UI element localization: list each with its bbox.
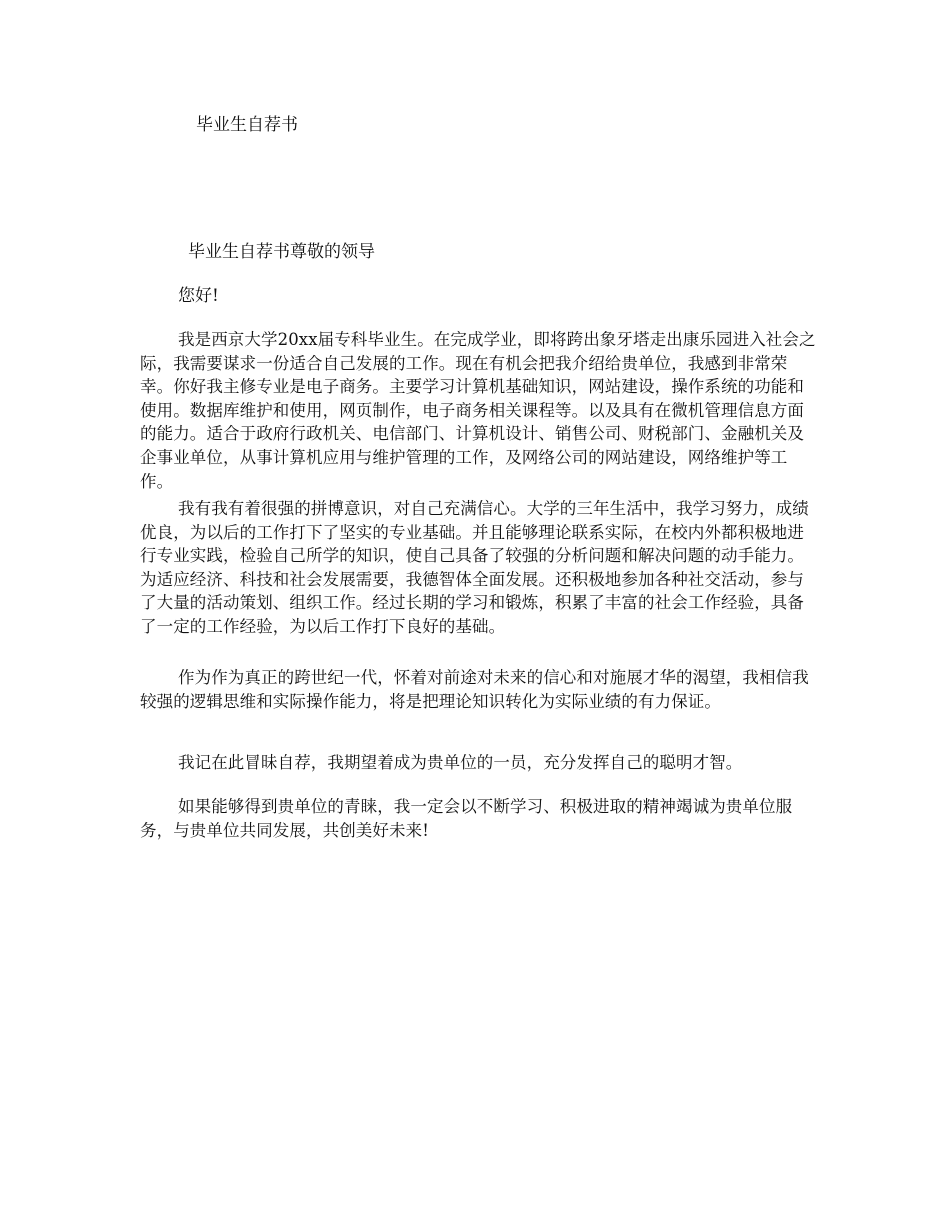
paragraph-text: 如果能够得到贵单位的青睐，我一定会以不断学习、积极进取的精神竭诚为贵单位服务，与贵单位共同发展，共创美好未来!: [140, 797, 793, 840]
body-paragraph: [140, 328, 820, 493]
document-heading: 毕业生自荐书尊敬的领导: [188, 242, 375, 262]
body-paragraph: [140, 666, 820, 713]
body-paragraph: [140, 497, 820, 639]
greeting-line: 您好!: [178, 286, 219, 306]
paragraph-text: 我有我有着很强的拼博意识，对自己充满信心。大学的三年生活中，我学习努力，成绩优良，为以后的工作打下了坚实的专业基础。并且能够理论联系实际，在校内外都积极地进行专业实践，检验自己所学的知识，使自己具备了较强的分析问题和解决问题的动手能力。为适应经济、科技和社会发展需要，我德智体全面发展。还积极地参加各种社交活动，参与了大量的活动策划、组织工作。经过长期的学习和锻炼，积累了丰富的社会工作经验，具备了一定的工作经验，为以后工作打下良好的基础。: [140, 499, 809, 636]
paragraph-text: 我是西京大学20xx届专科毕业生。在完成学业，即将跨出象牙塔走出康乐园进入社会之际，我需要谋求一份适合自己发展的工作。现在有机会把我介绍给贵单位，我感到非常荣幸。你好我主修专业是电子商务。主要学习计算机基础知识，网站建设，操作系统的功能和使用。数据库维护和使用，网页制作，电子商务相关课程等。以及具有在微机管理信息方面的能力。适合于政府行政机关、电信部门、计算机设计、销售公司、财税部门、金融机关及企事业单位，从事计算机应用与维护管理的工作，及网络公司的网站建设，网络维护等工作。: [140, 330, 816, 491]
document-title: 毕业生自荐书: [196, 115, 298, 135]
paragraph-text: 我记在此冒昧自荐，我期望着成为贵单位的一员，充分发挥自己的聪明才智。: [178, 753, 743, 772]
body-paragraph: [140, 751, 820, 775]
body-paragraph: [140, 795, 820, 842]
paragraph-text: 作为作为真正的跨世纪一代，怀着对前途对未来的信心和对施展才华的渴望，我相信我较强的逻辑思维和实际操作能力，将是把理论知识转化为实际业绩的有力保证。: [140, 668, 809, 711]
